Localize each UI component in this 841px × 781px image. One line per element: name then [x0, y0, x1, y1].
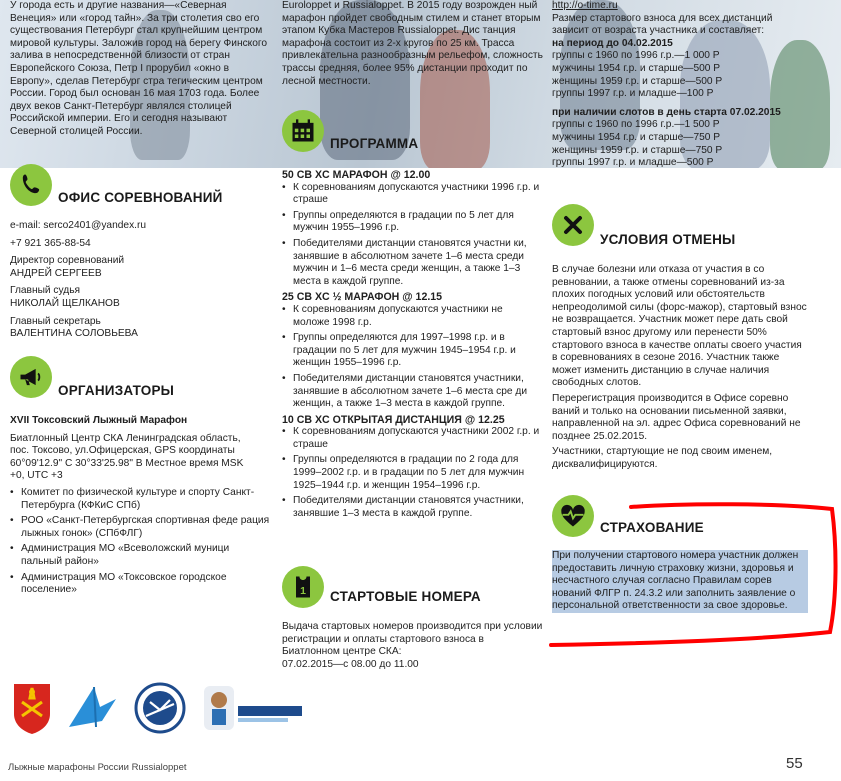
list-item: • Администрация МО «Токсовское городское поселение»	[10, 572, 272, 597]
cancel-paragraph: Участники, стартующие не под своим именем, дисквалифицируются.	[552, 446, 773, 470]
list-item: • Группы определяются в градации по 5 лет для мужчин 1955–1996 г.р.	[282, 210, 540, 235]
cancel-heading: УСЛОВИЯ ОТМЕНЫ	[600, 232, 736, 247]
insurance-text[interactable]: При получении стартового номера участник должен предоставить личную страховку жизни, здоровья и несчастного случая согласно Правилам сорев нований ФЛГР п. 24.3.2 или заполнить заявление о персональной ответственности за свое здоровье.	[552, 550, 808, 613]
list-item: • К соревнованиям допускаются участники 1996 г.р. и страше	[282, 182, 540, 207]
fees-intro: Размер стартового взноса для всех дистанций зависит от возраста участника и составляет:	[552, 12, 773, 37]
office-email[interactable]: e-mail: serco2401@yandex.ru	[10, 220, 147, 231]
bib-icon	[282, 566, 324, 608]
ski-federation-logo	[132, 682, 188, 734]
fee-line: женщины 1959 г.р. и старше—500 Р	[552, 75, 723, 87]
numbers-block	[282, 621, 544, 671]
judge-name: НИКОЛАЙ ЩЕЛКАНОВ	[10, 297, 120, 309]
fees-slot-label: при наличии слотов в день старта 07.02.2015	[552, 106, 781, 118]
program-heading: ПРОГРАММА	[330, 136, 419, 151]
office-phone: +7 921 365-88-54	[10, 237, 91, 249]
cancel-block	[552, 264, 808, 472]
event-address: Биатлонный Центр СКА Ленинградская область, пос. Токсово, ул.Офицерская, GPS координаты 60°09'12.9" С 30°33'25.98" В Местное время MSK +0, UTC +3	[10, 432, 244, 482]
angel-logo	[64, 682, 122, 734]
secretary-label: Главный секретарь	[10, 315, 101, 327]
cancel-paragraph: В случае болезни или отказа от участия в со ревновании, а также отмены соревнований из-за плохих погодных условий или обстоятельств непреодолимой силы (форс-мажор), стартовый взнос не возвращается. Участник может пере дать свой стартовый взнос другому или перенести 50% стартового взноса в качестве оплаты своего участия в соревнованиях в сезоне 2016. Участник также может изменить дистанцию в случае наличия свободных слотов.	[552, 264, 807, 389]
marathon-text	[282, 0, 544, 88]
fees-block	[552, 0, 792, 170]
svg-text:1: 1	[300, 585, 306, 597]
page-number: 55	[786, 755, 803, 772]
fee-line: мужчины 1954 г.р. и старше—500 Р	[552, 62, 721, 74]
organizers-list	[10, 487, 272, 597]
judge-label: Главный судья	[10, 285, 81, 297]
megaphone-icon	[10, 356, 52, 398]
fee-line: женщины 1959 г.р. и старше—750 Р	[552, 144, 723, 156]
program-list	[282, 182, 540, 289]
list-item: • К соревнованиям допускаются участники не моложе 1998 г.р.	[282, 304, 540, 329]
organizers-heading: ОРГАНИЗАТОРЫ	[58, 383, 175, 398]
organizers-block	[10, 415, 272, 600]
list-item: • Группы определяются в градации по 2 года для 1999–2002 г.р. и в градации по 5 лет для мужчин 1925–1944 г.р. и женщин 1954–1996 г.р.	[282, 454, 540, 492]
fee-line: группы с 1960 по 1996 г.р.—1 000 Р	[552, 50, 720, 62]
fee-line: группы 1997 г.р. и младше—500 Р	[552, 157, 714, 169]
intro-paragraph: У города есть и другие названия—«Северная Венеция» или «город тайн». За три столетия сво его существования Петербург стал крупнейшим центром мировой культуры. Заложив город на берегу Финского залива в непосредственной близости от стран Европейского Союза, Петр I прорубил «окно в Европу», сделав Петербург стра тегическим центром России. Город был основан 16 мая 1703 года. Более двух веков Санкт-Петербург являлся столицей Российской империи. Его и сегодня называют Северной столицей России.	[10, 0, 268, 137]
list-item: • Комитет по физической культуре и спорту Санкт-Петербурга (КФКиС СПб)	[10, 487, 272, 512]
fee-line: группы 1997 г.р. и младше—100 Р	[552, 88, 714, 100]
program-list	[282, 304, 540, 411]
secretary-name: ВАЛЕНТИНА СОЛОВЬЕВА	[10, 328, 138, 340]
cancel-paragraph: Перерегистрация производится в Офисе соревно ваний и только на основании письменной заявки, направленной на эл. адрес Офиса соревнований не позднее 25.02.2015.	[552, 392, 801, 442]
list-item: • К соревнованиям допускаются участники 2002 г.р. и страше	[282, 426, 540, 451]
list-item: • Группы определяются для 1997–1998 г.р. и в градации по 5 лет для мужчин 1945–1954 г.р. и женщин 1955–1996 г.р.	[282, 332, 540, 370]
program-list	[282, 426, 540, 520]
phone-icon	[10, 164, 52, 206]
footer-text: Лыжные марафоны России Russialoppet	[8, 762, 187, 773]
list-item: • Победителями дистанции становятся участники, занявшие 1–3 места в каждой группе.	[282, 495, 540, 520]
list-item: • РОО «Санкт-Петербургская спортивная феде рация лыжных гонок» (СПбФЛГ)	[10, 515, 272, 540]
program-section-title: 50 СВ XC МАРАФОН @ 12.00	[282, 169, 431, 181]
fees-period-label: на период до 04.02.2015	[552, 37, 673, 49]
list-item: • Победителями дистанции становятся участни ки, занявшие в абсолютном зачете 1–6 места среди мужчин и 1–6 места среди женщин, а также 1–3 места в каждой группе.	[282, 238, 540, 288]
red-annotation-outline	[547, 497, 839, 647]
spb-coat-of-arms-logo	[12, 682, 52, 734]
toksovo-logo	[202, 682, 306, 734]
fee-line: группы с 1960 по 1996 г.р.—1 500 Р	[552, 119, 720, 131]
program-section-title: 10 СВ XC ОТКРЫТАЯ ДИСТАНЦИЯ @ 12.25	[282, 413, 505, 426]
close-icon	[552, 204, 594, 246]
program-block	[282, 167, 540, 523]
office-heading: ОФИС СОРЕВНОВАНИЙ	[58, 190, 223, 205]
office-contacts	[10, 220, 270, 341]
numbers-text: Выдача стартовых номеров производится при условии регистрации и оплаты стартового взноса в Биатлонном центре СКА:	[282, 621, 543, 658]
intro-text	[10, 0, 272, 139]
calendar-icon	[282, 110, 324, 152]
marathon-paragraph: Euroloppet и Russialoppet. В 2015 году возрожден ный марафон пройдет свободным стилем и станет вторым этапом Кубка Мастеров Russialoppet. Дис танция марафона состоит из 2-х кругов по 25 км. Трасса привлекательна разнообразным рельефом, сложность трассы средняя, более 95% дистанции проходит по лесной местности.	[282, 0, 543, 87]
director-name: АНДРЕЙ СЕРГЕЕВ	[10, 267, 102, 279]
program-section-title: 25 СВ XC ½ МАРАФОН @ 12.15	[282, 291, 443, 304]
event-name: XVII Токсовский Лыжный Марафон	[10, 415, 188, 426]
list-item: • Победителями дистанции становятся участники, занявшие в абсолютном зачете 1–6 места сре ди женщин, а также 1–3 места в каждой группе.	[282, 373, 540, 411]
numbers-date: 07.02.2015—с 08.00 до 11.00	[282, 658, 419, 670]
fee-line: мужчины 1954 г.р. и старше—750 Р	[552, 131, 721, 143]
insurance-heading: СТРАХОВАНИЕ	[600, 520, 704, 535]
list-item: • Администрация МО «Всеволожский муници пальный район»	[10, 543, 272, 568]
timing-link[interactable]: http://o-time.ru	[552, 0, 618, 11]
numbers-heading: СТАРТОВЫЕ НОМЕРА	[330, 589, 481, 604]
director-label: Директор соревнований	[10, 255, 125, 267]
